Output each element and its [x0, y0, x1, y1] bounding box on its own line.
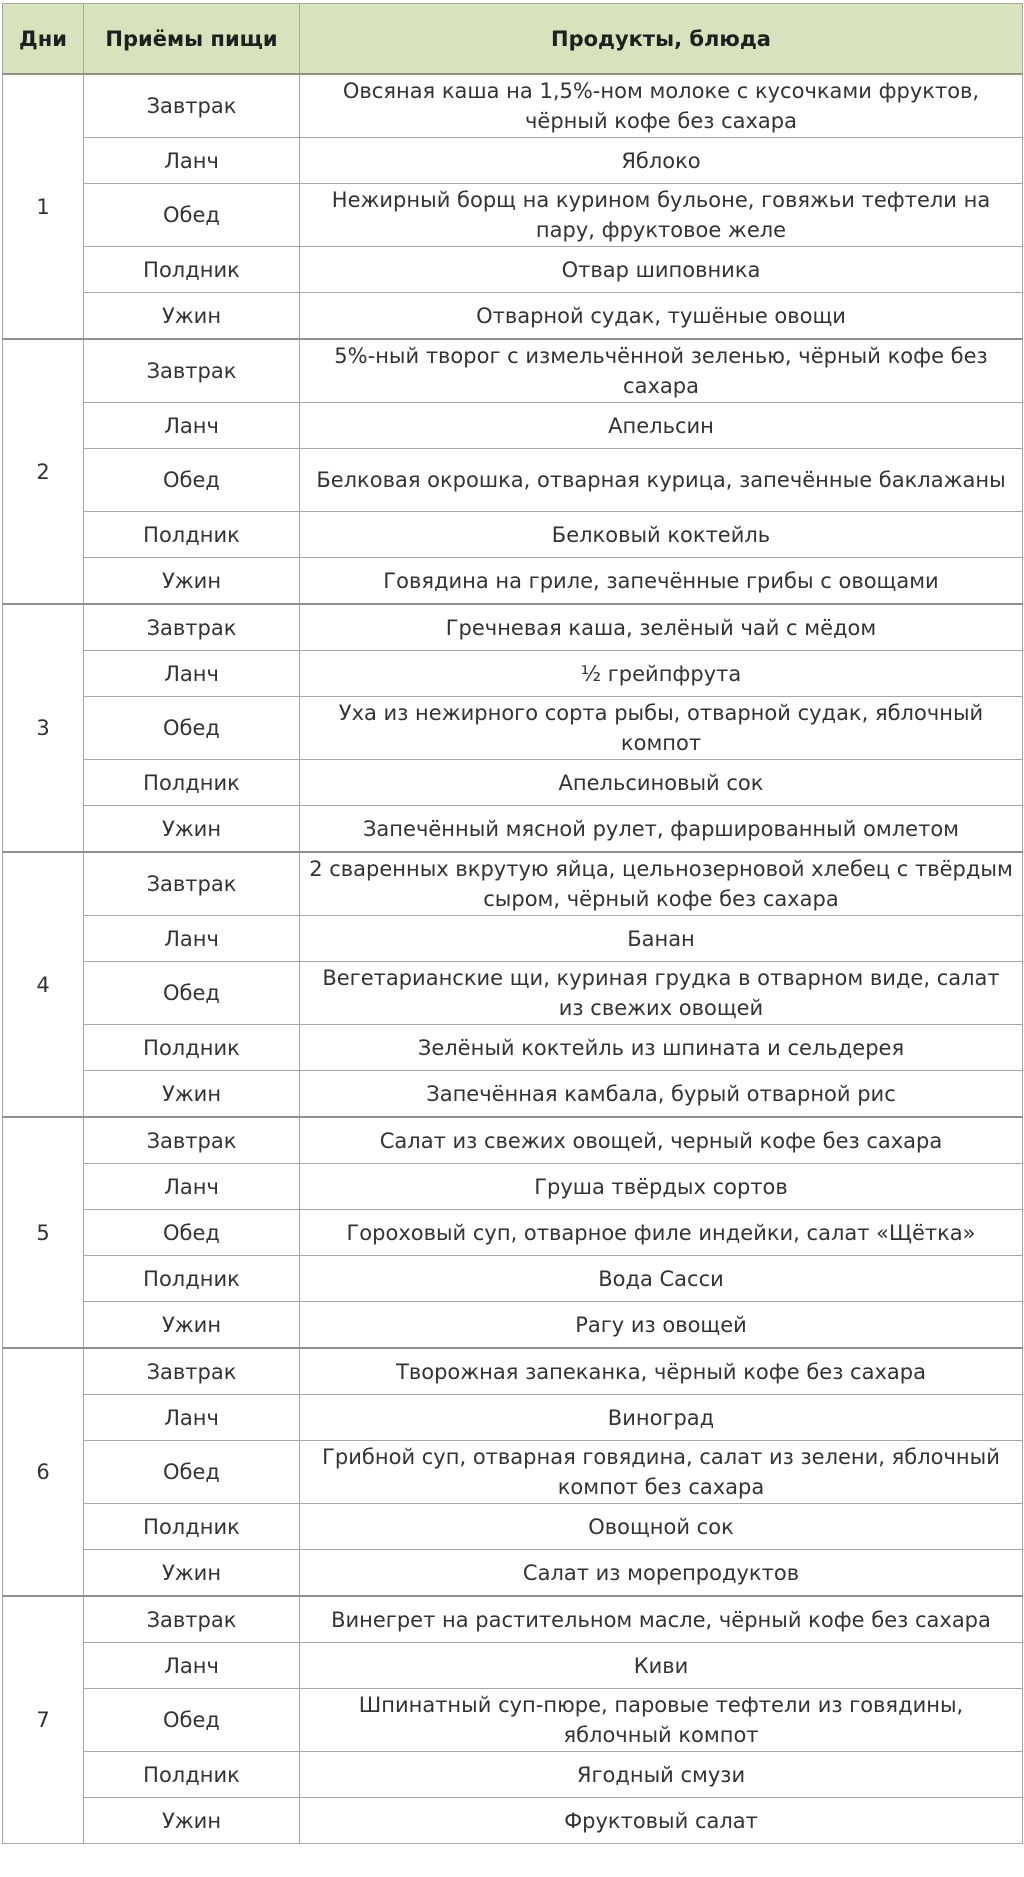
table-body — [3, 74, 1023, 1844]
table-row — [3, 1550, 1023, 1597]
meal-dishes: Апельсин — [300, 403, 1023, 449]
meal-name: Ужин — [84, 1798, 300, 1844]
meal-dishes: Овсяная каша на 1,5%-ном молоке с кусочками фруктов, чёрный кофе без сахара — [300, 74, 1023, 138]
meal-name: Обед — [84, 1210, 300, 1256]
meal-dishes: 5%-ный творог с измельчённой зеленью, чёрный кофе без сахара — [300, 339, 1023, 403]
day-number: 6 — [3, 1348, 84, 1596]
table-row — [3, 1689, 1023, 1752]
meal-name: Ужин — [84, 558, 300, 605]
meal-dishes: Нежирный борщ на курином бульоне, говяжьи тефтели на пару, фруктовое желе — [300, 184, 1023, 247]
meal-dishes: Груша твёрдых сортов — [300, 1164, 1023, 1210]
table-row — [3, 512, 1023, 558]
meal-dishes: Зелёный коктейль из шпината и сельдерея — [300, 1025, 1023, 1071]
meal-name: Полдник — [84, 512, 300, 558]
table-row — [3, 138, 1023, 184]
meal-name: Полдник — [84, 1025, 300, 1071]
meal-name: Завтрак — [84, 852, 300, 916]
meal-dishes: Запечённая камбала, бурый отварной рис — [300, 1071, 1023, 1118]
table-row — [3, 293, 1023, 340]
table-row — [3, 916, 1023, 962]
table-row — [3, 1210, 1023, 1256]
table-row — [3, 697, 1023, 760]
meal-dishes: ½ грейпфрута — [300, 651, 1023, 697]
meal-name: Ланч — [84, 651, 300, 697]
meal-dishes: Овощной сок — [300, 1504, 1023, 1550]
table-row — [3, 184, 1023, 247]
meal-name: Ужин — [84, 1071, 300, 1118]
meal-name: Ужин — [84, 1302, 300, 1349]
meal-name: Обед — [84, 449, 300, 512]
table-row — [3, 74, 1023, 138]
meal-dishes: Отвар шиповника — [300, 247, 1023, 293]
day-number: 7 — [3, 1596, 84, 1844]
header-days: Дни — [3, 4, 84, 75]
meal-name: Обед — [84, 962, 300, 1025]
meal-dishes: Киви — [300, 1643, 1023, 1689]
meal-dishes: Белковый коктейль — [300, 512, 1023, 558]
meal-dishes: Шпинатный суп-пюре, паровые тефтели из говядины, яблочный компот — [300, 1689, 1023, 1752]
meal-dishes: Белковая окрошка, отварная курица, запечённые баклажаны — [300, 449, 1023, 512]
meal-name: Завтрак — [84, 1348, 300, 1395]
meal-name: Полдник — [84, 1504, 300, 1550]
meal-name: Полдник — [84, 247, 300, 293]
meal-dishes: Отварной судак, тушёные овощи — [300, 293, 1023, 340]
meal-name: Ланч — [84, 1395, 300, 1441]
table-row — [3, 558, 1023, 605]
table-row — [3, 247, 1023, 293]
meal-dishes: Вода Сасси — [300, 1256, 1023, 1302]
meal-dishes: Апельсиновый сок — [300, 760, 1023, 806]
meal-name: Обед — [84, 1689, 300, 1752]
day-number: 1 — [3, 74, 84, 339]
meal-dishes: Запечённый мясной рулет, фаршированный омлетом — [300, 806, 1023, 853]
header-meals: Приёмы пищи — [84, 4, 300, 75]
meal-dishes: Салат из свежих овощей, черный кофе без сахара — [300, 1117, 1023, 1164]
meal-name: Ланч — [84, 138, 300, 184]
meal-dishes: Виноград — [300, 1395, 1023, 1441]
meal-dishes: Грибной суп, отварная говядина, салат из зелени, яблочный компот без сахара — [300, 1441, 1023, 1504]
table-row — [3, 1025, 1023, 1071]
meal-dishes: 2 сваренных вкрутую яйца, цельнозерновой хлебец с твёрдым сыром, чёрный кофе без сахара — [300, 852, 1023, 916]
table-row — [3, 1117, 1023, 1164]
header-row — [3, 4, 1023, 75]
meal-name: Завтрак — [84, 604, 300, 651]
table-row — [3, 1643, 1023, 1689]
day-number: 3 — [3, 604, 84, 852]
meal-name: Ужин — [84, 1550, 300, 1597]
meal-name: Обед — [84, 184, 300, 247]
meal-name: Завтрак — [84, 1117, 300, 1164]
meal-dishes: Фруктовый салат — [300, 1798, 1023, 1844]
table-row — [3, 1441, 1023, 1504]
table-row — [3, 339, 1023, 403]
day-number: 2 — [3, 339, 84, 604]
table-row — [3, 449, 1023, 512]
meal-dishes: Гречневая каша, зелёный чай с мёдом — [300, 604, 1023, 651]
table-row — [3, 1596, 1023, 1643]
meal-dishes: Винегрет на растительном масле, чёрный кофе без сахара — [300, 1596, 1023, 1643]
meal-name: Завтрак — [84, 339, 300, 403]
table-row — [3, 1302, 1023, 1349]
table-header — [3, 4, 1023, 75]
meal-dishes: Творожная запеканка, чёрный кофе без сахара — [300, 1348, 1023, 1395]
meal-dishes: Рагу из овощей — [300, 1302, 1023, 1349]
table-row — [3, 1348, 1023, 1395]
table-row — [3, 1071, 1023, 1118]
table-row — [3, 852, 1023, 916]
table-row — [3, 1798, 1023, 1844]
meal-dishes: Уха из нежирного сорта рыбы, отварной судак, яблочный компот — [300, 697, 1023, 760]
header-food: Продукты, блюда — [300, 4, 1023, 75]
table-row — [3, 1504, 1023, 1550]
table-row — [3, 604, 1023, 651]
meal-name: Ланч — [84, 916, 300, 962]
day-number: 4 — [3, 852, 84, 1117]
table-row — [3, 760, 1023, 806]
meal-name: Ланч — [84, 403, 300, 449]
meal-plan-table — [2, 3, 1023, 1844]
meal-dishes: Гороховый суп, отварное филе индейки, салат «Щётка» — [300, 1210, 1023, 1256]
meal-name: Ланч — [84, 1164, 300, 1210]
meal-dishes: Салат из морепродуктов — [300, 1550, 1023, 1597]
table-row — [3, 962, 1023, 1025]
meal-name: Ужин — [84, 293, 300, 340]
meal-dishes: Яблоко — [300, 138, 1023, 184]
meal-name: Полдник — [84, 1752, 300, 1798]
table-row — [3, 403, 1023, 449]
table-row — [3, 1256, 1023, 1302]
table-row — [3, 1395, 1023, 1441]
meal-name: Ланч — [84, 1643, 300, 1689]
meal-dishes: Говядина на гриле, запечённые грибы с овощами — [300, 558, 1023, 605]
meal-name: Полдник — [84, 760, 300, 806]
meal-dishes: Ягодный смузи — [300, 1752, 1023, 1798]
meal-name: Обед — [84, 697, 300, 760]
meal-dishes: Банан — [300, 916, 1023, 962]
meal-name: Полдник — [84, 1256, 300, 1302]
meal-dishes: Вегетарианские щи, куриная грудка в отварном виде, салат из свежих овощей — [300, 962, 1023, 1025]
meal-name: Завтрак — [84, 74, 300, 138]
table-row — [3, 651, 1023, 697]
table-row — [3, 1164, 1023, 1210]
table-row — [3, 1752, 1023, 1798]
meal-name: Завтрак — [84, 1596, 300, 1643]
table-row — [3, 806, 1023, 853]
day-number: 5 — [3, 1117, 84, 1348]
meal-name: Обед — [84, 1441, 300, 1504]
meal-name: Ужин — [84, 806, 300, 853]
